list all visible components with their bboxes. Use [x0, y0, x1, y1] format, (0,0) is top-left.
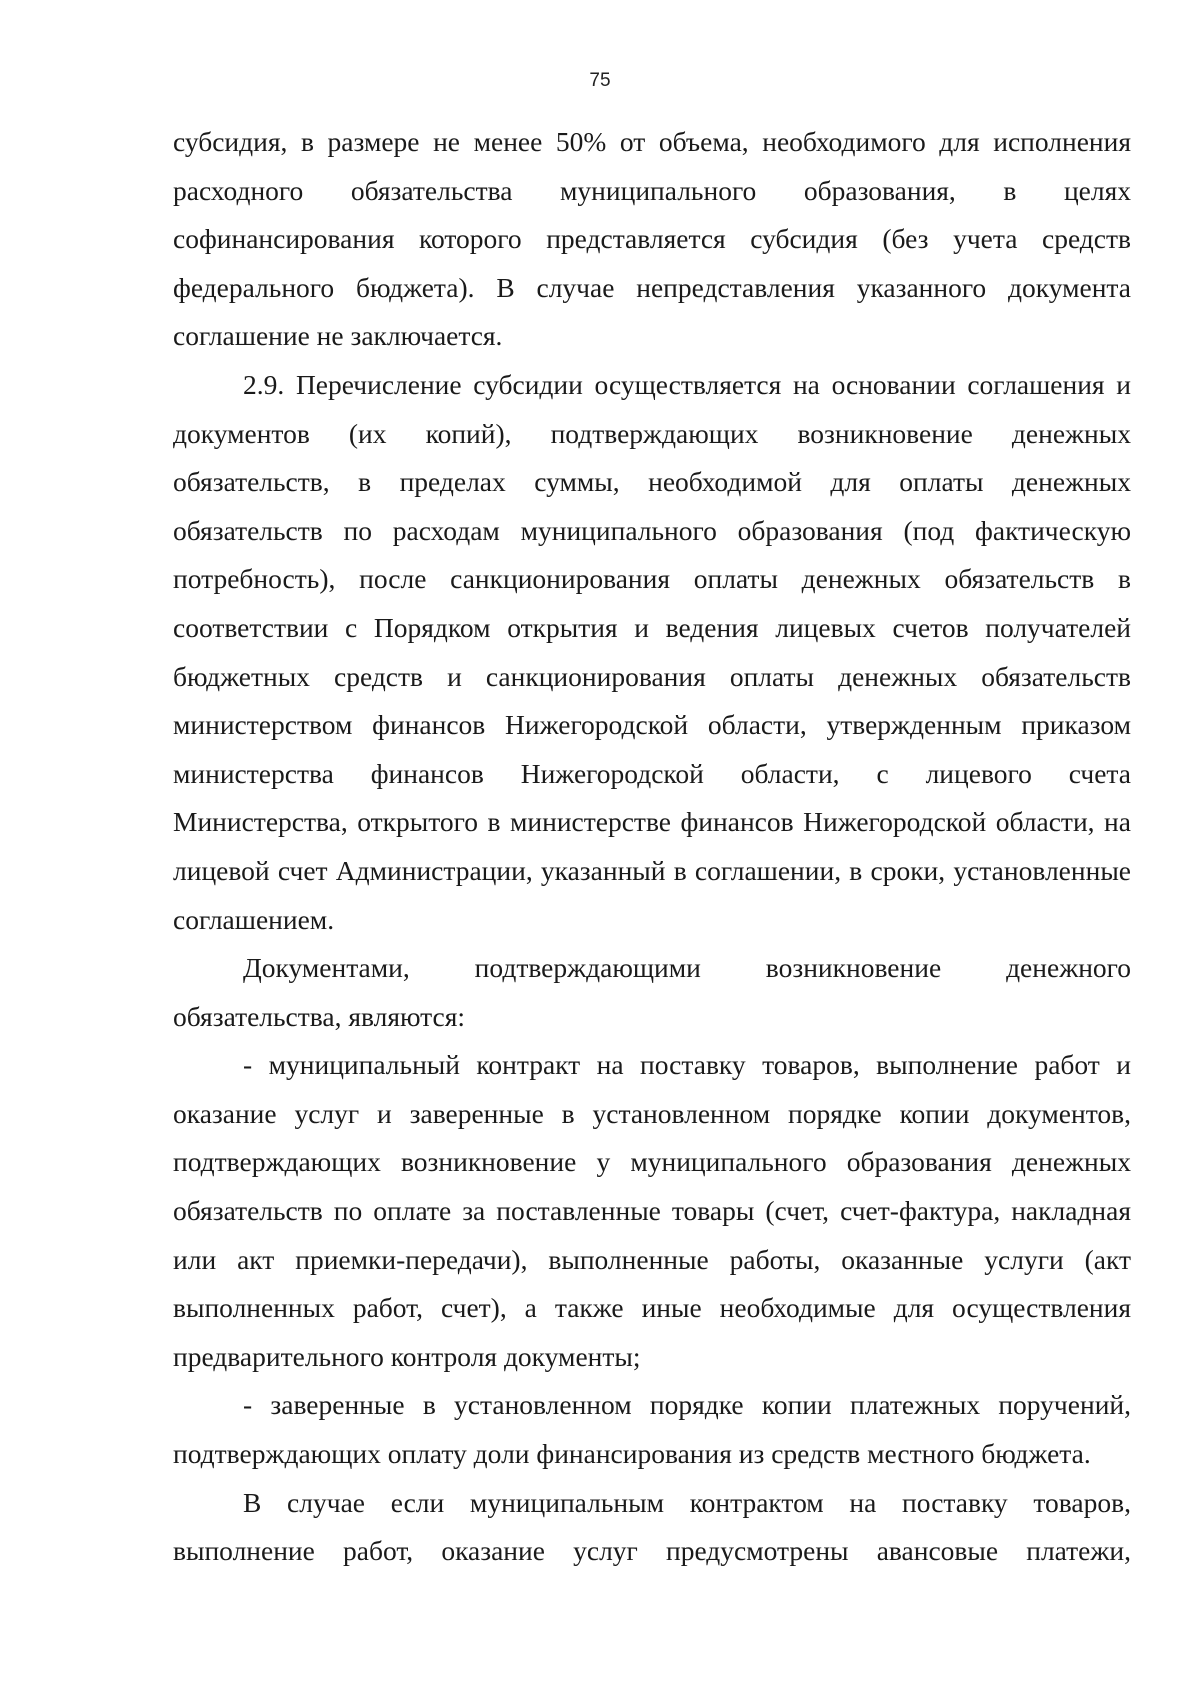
- paragraph-documents-intro: Документами, подтверждающими возникновение денежного обязательства, являются:: [173, 952, 1131, 1032]
- paragraph-advance-payments: В случае если муниципальным контрактом на поставку товаров, выполнение работ, оказание услуг предусмотрены авансовые платежи,: [173, 1486, 1131, 1567]
- list-item-payment-orders: - заверенные в установленном порядке копии платежных поручений, подтверждающих оплату доли финансирования из средств местного бюджета.: [173, 1389, 1131, 1470]
- paragraph-2-9-transfer: 2.9. Перечисление субсидии осуществляется на основании соглашения и документов (их копий), подтверждающих возникновение денежных обязательств, в пределах суммы, необходимой для оплаты денежных обязательств по расходам муниципального образования (под фактическую потребность), после санкционирования оплаты денежных обязательств в соответствии с Порядком открытия и ведения лицевых счетов получателей бюджетных средств и санкционирования оплаты денежных обязательств министерством финансов Нижегородской области, утвержденным приказом министерства финансов Нижегородской области, с лицевого счета Министерства, открытого в министерстве финансов Нижегородской области, на лицевой счет Администрации, указанный в соглашении, в сроки, установленные соглашением.: [173, 368, 1131, 935]
- document-body: [173, 118, 1131, 1576]
- list-item-municipal-contract: - муниципальный контракт на поставку товаров, выполнение работ и оказание услуг и заверенные в установленном порядке копии документов, подтверждающих возникновение у муниципального образования денежных обязательств по оплате за поставленные товары (счет, счет-фактура, накладная или акт приемки-передачи), выполненные работы, оказанные услуги (акт выполненных работ, счет), а также иные необходимые для осуществления предварительного контроля документы;: [173, 1049, 1131, 1372]
- paragraph-subsidy-continuation: субсидия, в размере не менее 50% от объема, необходимого для исполнения расходного обязательства муниципального образования, в целях софинансирования которого представляется субсидия (без учета средств федерального бюджета). В случае непредставления указанного документа соглашение не заключается.: [173, 126, 1131, 352]
- page-number: 75: [589, 70, 611, 91]
